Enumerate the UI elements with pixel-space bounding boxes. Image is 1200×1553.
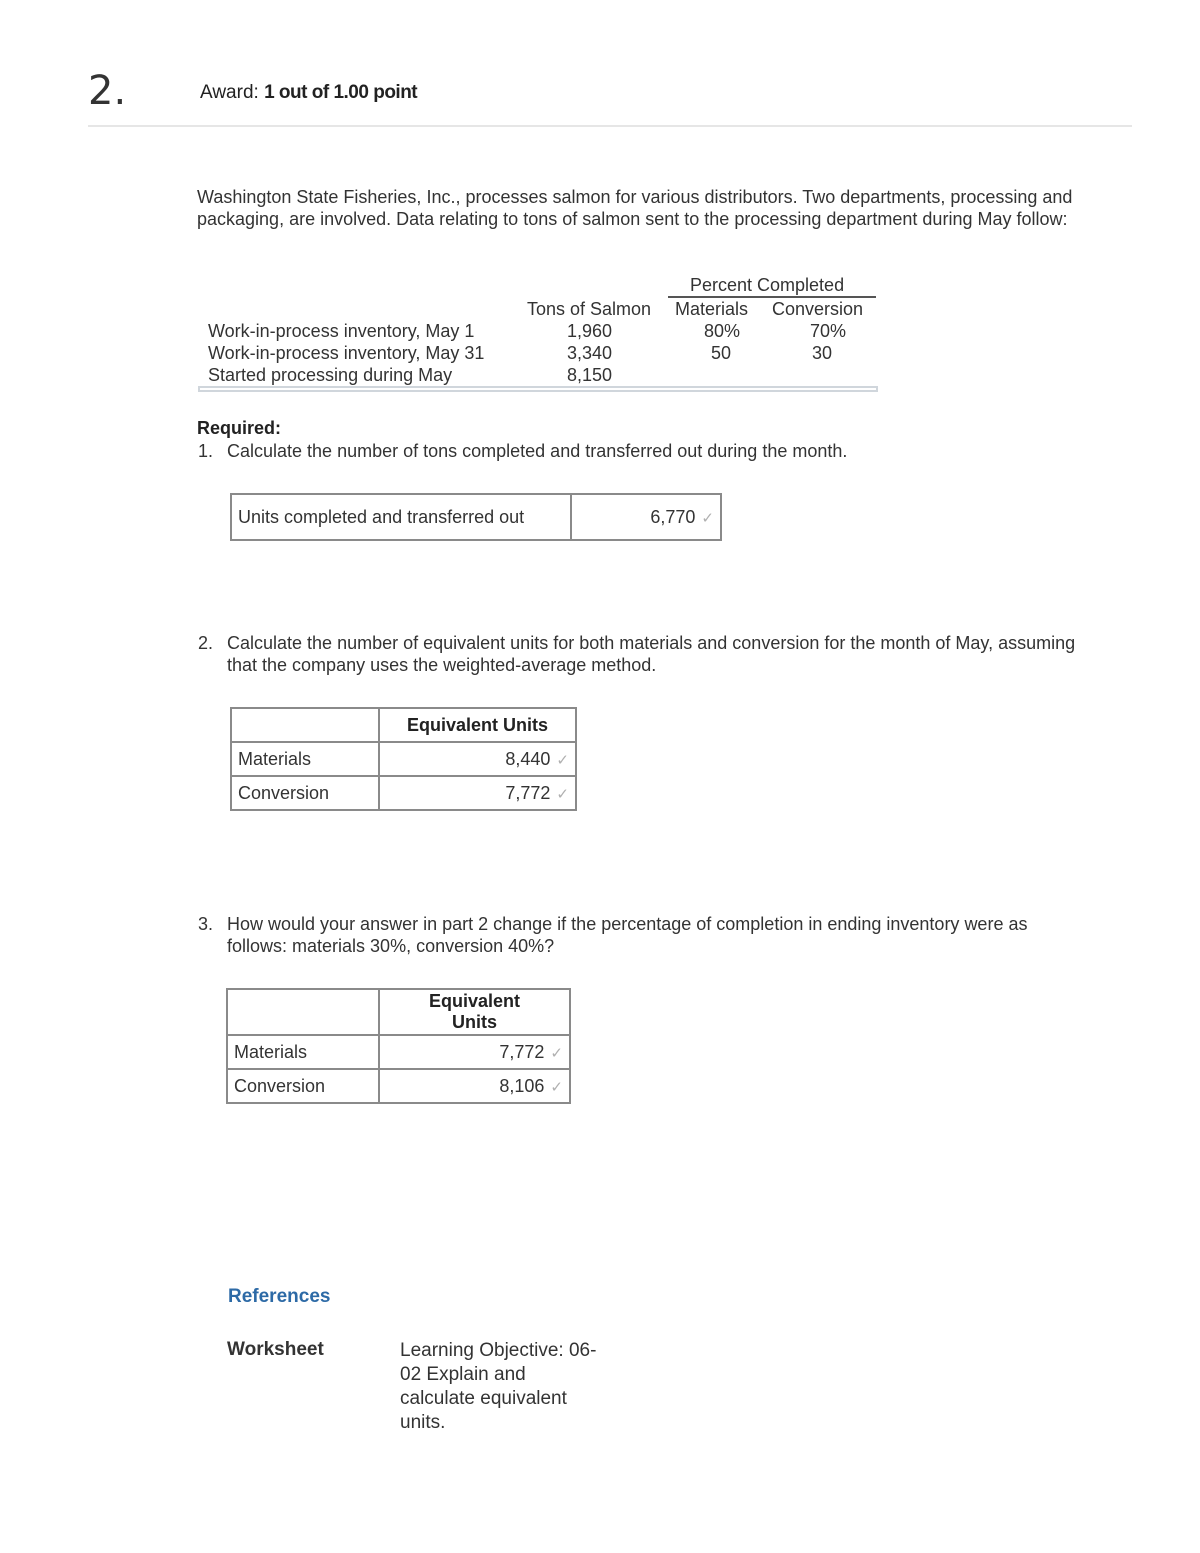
answer-label: Units completed and transferred out: [231, 494, 571, 540]
percent-completed-underline: [668, 296, 876, 298]
equivalent-units-header: Equivalent Units: [379, 708, 576, 742]
answer-value: 8,106: [499, 1075, 545, 1096]
problem-intro: Washington State Fisheries, Inc., processes salmon for various distributors. Two departments, processing and packaging, are involved. Data relating to tons of salmon sent to the processing department during May follow:: [197, 187, 1073, 229]
part-2-question: [198, 632, 1078, 676]
answer-value: 8,440: [505, 748, 551, 769]
learning-objective: Learning Objective: 06-02 Explain and calculate equivalent units.: [400, 1340, 597, 1433]
row-label-conversion: Conversion: [231, 776, 379, 810]
part-3-answer-table: [226, 988, 571, 1104]
check-icon: ✓: [556, 785, 569, 803]
worksheet-link[interactable]: Worksheet: [227, 1339, 324, 1360]
check-icon: ✓: [556, 751, 569, 769]
part-text: Calculate the number of tons completed and transferred out during the month.: [227, 441, 848, 461]
col-header-conversion: Conversion: [772, 299, 864, 319]
row-tons: 8,150: [567, 365, 613, 385]
blank-header-cell: [231, 708, 379, 742]
row-label: Started processing during May: [208, 365, 453, 385]
data-table-footer-bar: [198, 386, 878, 392]
materials-answer-cell[interactable]: [379, 1035, 570, 1069]
part-number: 1.: [198, 441, 214, 461]
row-tons: 3,340: [567, 343, 613, 363]
col-header-materials: Materials: [675, 299, 749, 319]
answer-value: 7,772: [499, 1041, 545, 1062]
col-header-tons: Tons of Salmon: [527, 299, 652, 319]
row-conversion: 30: [812, 343, 833, 363]
answer-value: 7,772: [505, 782, 551, 803]
required-label: Required:: [197, 418, 282, 438]
check-icon: ✓: [550, 1078, 563, 1096]
award-line: [200, 82, 417, 104]
references-heading: References: [228, 1286, 331, 1307]
header-divider: [88, 125, 1132, 127]
row-conversion: 70%: [810, 321, 847, 341]
part-2-answer-table: [230, 707, 577, 811]
row-label-materials: Materials: [231, 742, 379, 776]
row-label: Work-in-process inventory, May 1: [208, 321, 475, 341]
header-text: Equivalent Units: [428, 991, 521, 1032]
materials-answer-cell[interactable]: [379, 742, 576, 776]
conversion-answer-cell[interactable]: [379, 1069, 570, 1103]
row-materials: 50: [711, 343, 732, 363]
part-text: Calculate the number of equivalent units for both materials and conversion for the month of May, assuming that the company uses the weighted-average method.: [227, 633, 1076, 675]
part-number: 3.: [198, 914, 214, 934]
part-text: How would your answer in part 2 change if the percentage of completion in ending inventory were as follows: materials 30%, conversion 40%?: [227, 914, 1028, 956]
part-number: 2.: [198, 633, 214, 653]
row-label-conversion: Conversion: [227, 1069, 379, 1103]
check-icon: ✓: [701, 509, 714, 527]
part-1-question: [198, 440, 1138, 462]
part-3-question: [198, 913, 1098, 957]
part-1-answer-table: [230, 493, 722, 541]
question-number: 2.: [88, 68, 127, 114]
row-tons: 1,960: [567, 321, 613, 341]
row-materials: 80%: [704, 321, 741, 341]
answer-value: 6,770: [650, 506, 696, 527]
check-icon: ✓: [550, 1044, 563, 1062]
conversion-answer-cell[interactable]: [379, 776, 576, 810]
row-label: Work-in-process inventory, May 31: [208, 343, 485, 363]
percent-completed-header: Percent Completed: [690, 275, 845, 295]
award-value: 1 out of 1.00 point: [264, 82, 418, 103]
row-label-materials: Materials: [227, 1035, 379, 1069]
award-label: Award:: [200, 82, 259, 103]
blank-header-cell: [227, 989, 379, 1035]
equivalent-units-header: [379, 989, 570, 1035]
answer-cell[interactable]: [571, 494, 721, 540]
